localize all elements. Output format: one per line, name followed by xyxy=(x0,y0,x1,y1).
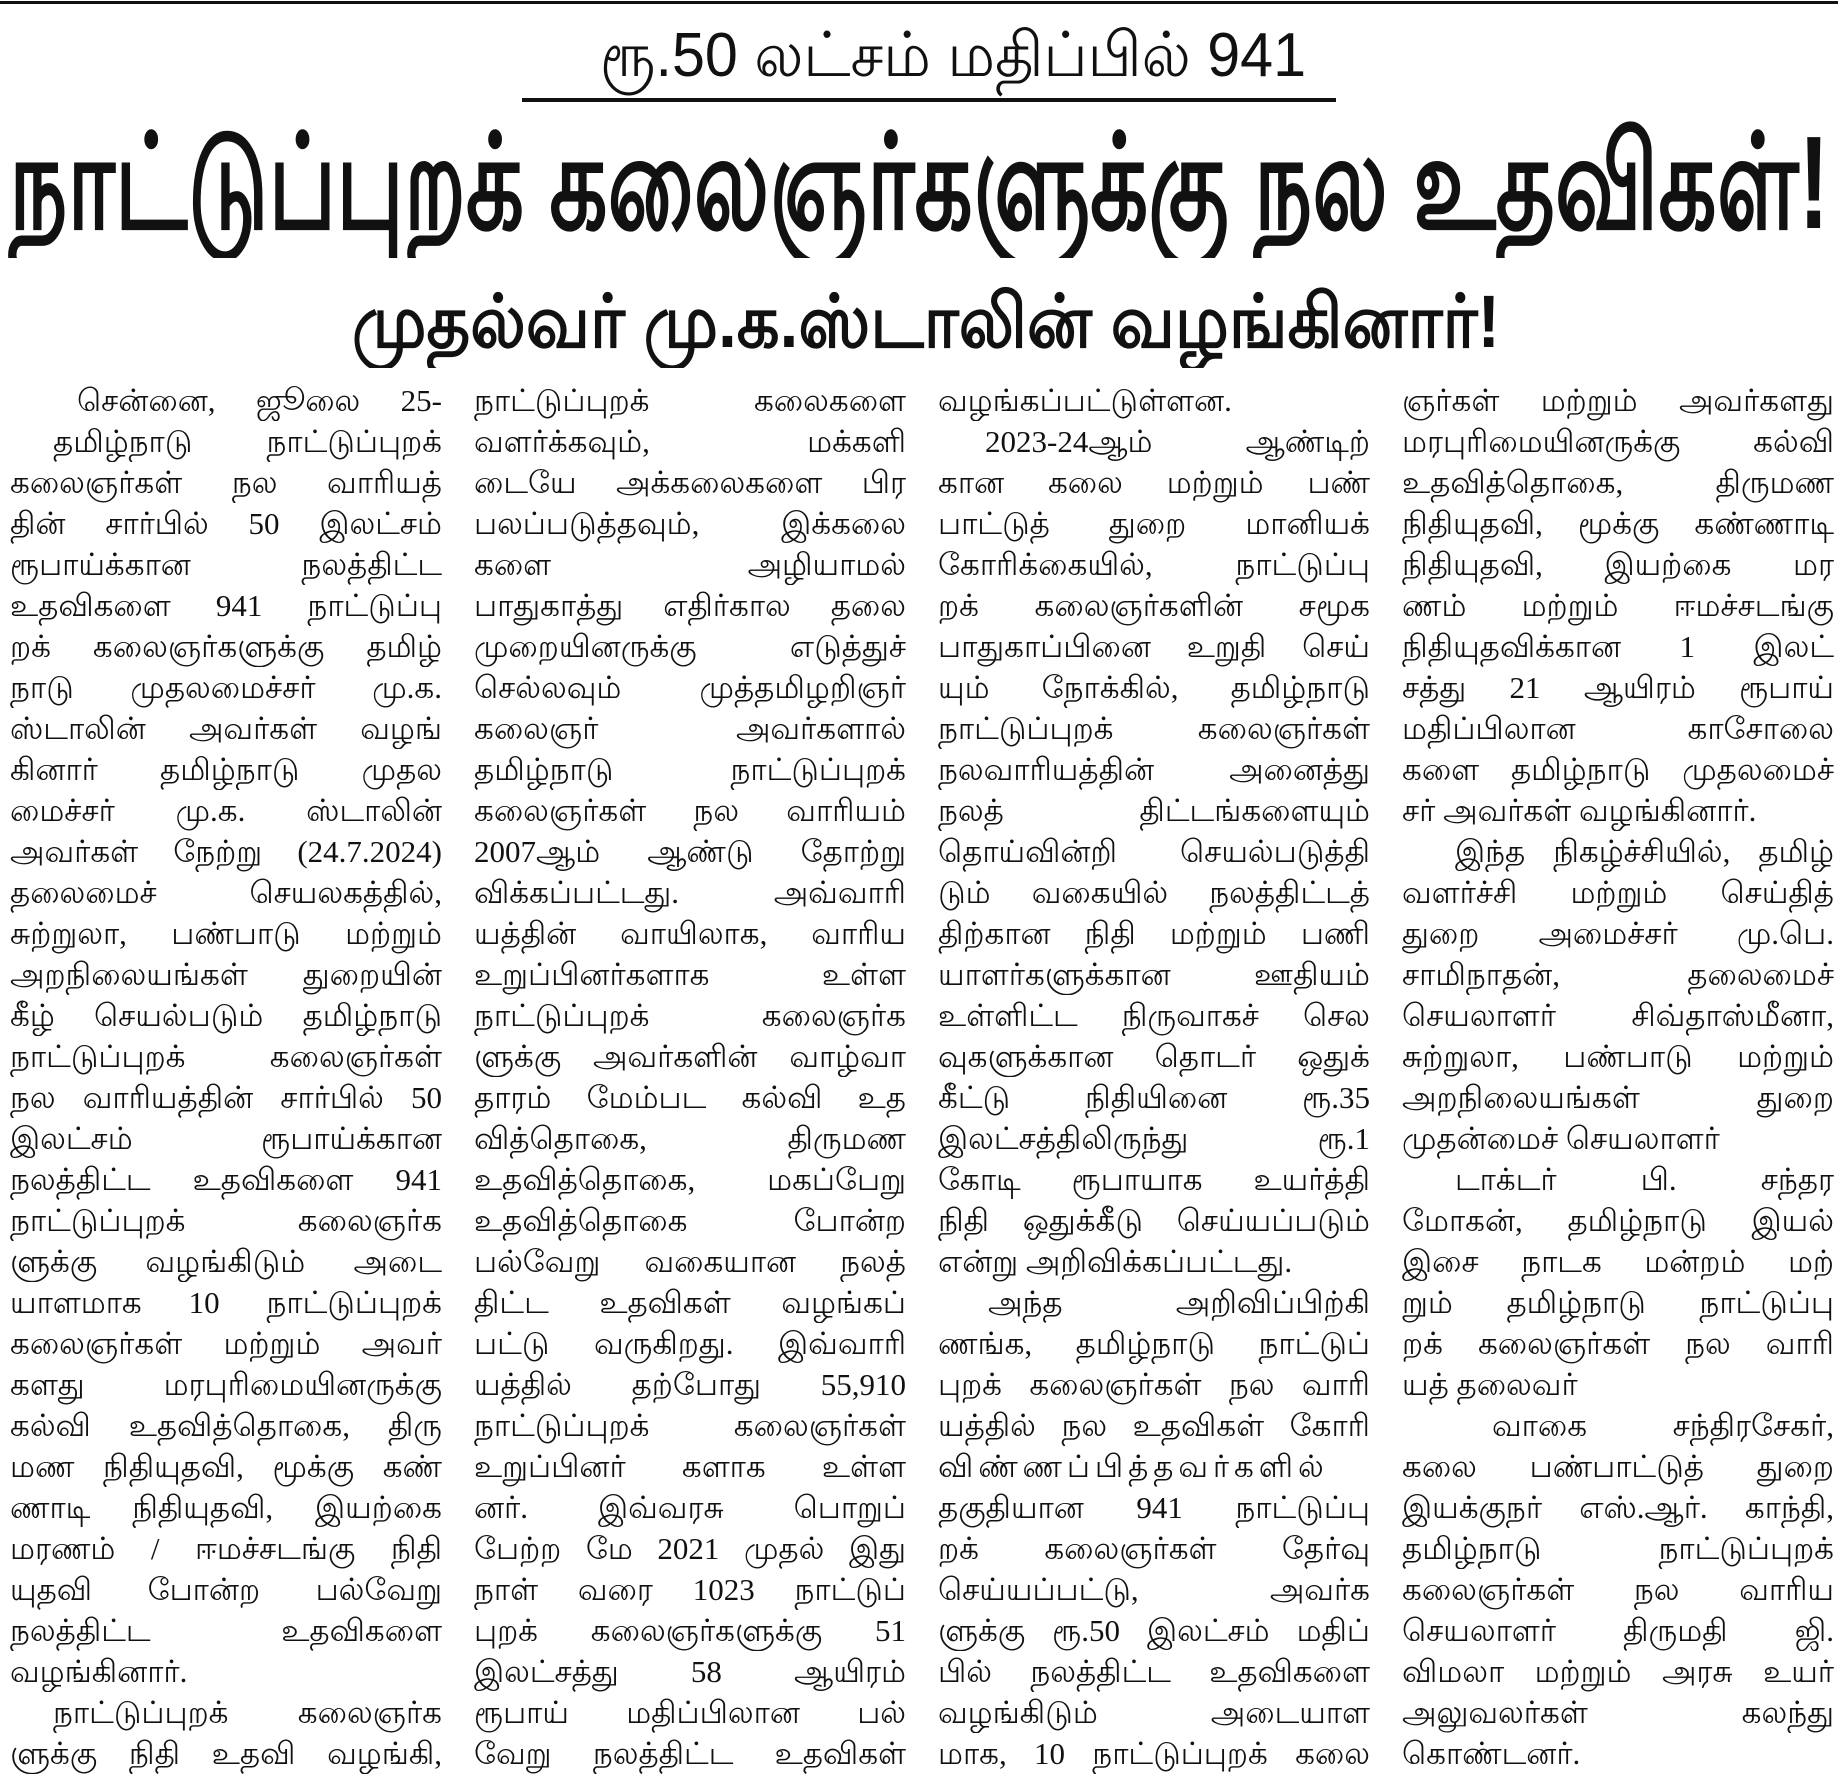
article-text-line: பாதுகாப்பினை உறுதி செய் xyxy=(938,629,1370,664)
article-text-line: செயலாளர் திருமதி ஜி. xyxy=(1402,1613,1834,1648)
article-text-line: சுற்றுலா, பண்பாடு மற்றும் xyxy=(10,916,442,951)
article-text-line: புறக் கலைஞர்கள் நல வாரி xyxy=(938,1367,1370,1402)
article-text-line: செய்யப்பட்டு, அவர்க xyxy=(938,1572,1370,1607)
article-text-line: ளுக்கு அவர்களின் வாழ்வா xyxy=(474,1039,906,1074)
article-text-line: நாட்டுப்புறக் கலைஞர்கள் xyxy=(474,1408,906,1443)
article-text-line: கலை பண்பாட்டுத் துறை xyxy=(1402,1449,1834,1484)
article-text-line: செல்லவும் முத்தமிழறிஞர் xyxy=(474,670,906,705)
article-text-line: உறுப்பினர்களாக உள்ள xyxy=(474,957,906,992)
article-text-line: தமிழ்நாடு நாட்டுப்புறக் xyxy=(1402,1531,1834,1566)
article-text-line: அலுவலர்கள் கலந்து xyxy=(1402,1695,1834,1730)
article-text-line: யாளமாக 10 நாட்டுப்புறக் xyxy=(10,1285,442,1320)
article-text-line: நல வாரியத்தின் சார்பில் 50 xyxy=(10,1080,442,1115)
article-text-line: களை தமிழ்நாடு முதலமைச் xyxy=(1402,752,1834,787)
article-text-line: டும் வகையில் நலத்திட்டத் xyxy=(938,875,1370,910)
article-text-line: யத் தலைவர் xyxy=(1402,1367,1578,1402)
article-column-4 xyxy=(1402,380,1834,1774)
article-text-line: உதவிகளை 941 நாட்டுப்பு xyxy=(10,588,442,623)
article-text-line: இலட்சத்திலிருந்து ரூ.1 xyxy=(938,1121,1370,1156)
headline: நாட்டுப்புறக் கலைஞர்களுக்கு நல உதவிகள்! xyxy=(9,109,1829,256)
article-text-line: நாள் வரை 1023 நாட்டுப் xyxy=(474,1572,906,1607)
article-column-1 xyxy=(10,380,442,1774)
article-text-line: நிதி ஒதுக்கீடு செய்யப்படும் xyxy=(938,1203,1370,1238)
article-text-line: ஸ்டாலின் அவர்கள் வழங் xyxy=(10,711,442,746)
article-column-2 xyxy=(474,380,906,1774)
article-text-line: உதவித்தொகை போன்ற xyxy=(474,1203,906,1238)
article-text-line: திற்கான நிதி மற்றும் பணி xyxy=(938,916,1370,951)
article-text-line: தகுதியான 941 நாட்டுப்பு xyxy=(938,1490,1370,1525)
article-text-line: கோரிக்கையில், நாட்டுப்பு xyxy=(938,547,1370,582)
kicker-box xyxy=(522,14,1336,102)
article-text-line: அறநிலையங்கள் துறை xyxy=(1402,1080,1834,1115)
article-text-line: டையே அக்கலைகளை பிர xyxy=(474,465,906,500)
article-text-line: புறக் கலைஞர்களுக்கு 51 xyxy=(474,1613,906,1648)
article-text-line: சுற்றுலா, பண்பாடு மற்றும் xyxy=(1402,1039,1834,1074)
article-text-line: கலைஞர் அவர்களால் xyxy=(474,711,906,746)
article-text-line: நாட்டுப்புறக் கலைஞர்க xyxy=(53,1695,442,1730)
article-text-line: இசை நாடக மன்றம் மற் xyxy=(1402,1244,1834,1279)
article-text-line: சர் அவர்கள் வழங்கினார். xyxy=(1402,793,1757,828)
article-text-line: நிதியுதவி, இயற்கை மர xyxy=(1402,547,1834,582)
article-text-line: கான கலை மற்றும் பண் xyxy=(938,465,1370,500)
top-rule xyxy=(0,1,1838,4)
article-text-line: உள்ளிட்ட நிருவாகச் செல xyxy=(938,998,1370,1033)
article-text-line: முதன்மைச் செயலாளர் xyxy=(1402,1121,1720,1156)
article-text-line: முறையினருக்கு எடுத்துச் xyxy=(474,629,906,664)
article-text-line: ளுக்கு வழங்கிடும் அடை xyxy=(10,1244,442,1279)
article-text-line: றும் தமிழ்நாடு நாட்டுப்பு xyxy=(1402,1285,1834,1320)
article-text-line: கீழ் செயல்படும் தமிழ்நாடு xyxy=(10,998,442,1033)
article-text-line: மதிப்பிலான காசோலை xyxy=(1402,711,1834,746)
article-text-line: பில் நலத்திட்ட உதவிகளை xyxy=(938,1654,1370,1689)
article-text-line: தொய்வின்றி செயல்படுத்தி xyxy=(938,834,1370,869)
article-text-line: நிதியுதவி, மூக்கு கண்ணாடி xyxy=(1402,506,1834,541)
article-text-line: பலப்படுத்தவும், இக்கலை xyxy=(474,506,906,541)
article-text-line: இலட்சம் ரூபாய்க்கான xyxy=(10,1121,442,1156)
article-text-line: வளர்க்கவும், மக்களி xyxy=(474,424,906,459)
article-text-line: களை அழியாமல் xyxy=(474,547,906,582)
article-text-line: சென்னை, ஜூலை 25- xyxy=(77,383,442,418)
article-text-line: என்று அறிவிக்கப்பட்டது. xyxy=(938,1244,1293,1279)
article-text-line: ணாடி நிதியுதவி, இயற்கை xyxy=(10,1490,442,1525)
article-text-line: நலத் திட்டங்களையும் xyxy=(938,793,1370,828)
article-text-line: யத்தில் நல உதவிகள் கோரி xyxy=(938,1408,1370,1443)
article-text-line: தமிழ்நாடு நாட்டுப்புறக் xyxy=(53,424,442,459)
article-text-line: வேறு நலத்திட்ட உதவிகள் xyxy=(474,1736,906,1771)
article-text-line: றக் கலைஞர்கள் நல வாரி xyxy=(1402,1326,1834,1361)
article-text-line: வழங்கப்பட்டுள்ளன. xyxy=(938,383,1232,418)
article-text-line: அந்த அறிவிப்பிற்கி xyxy=(988,1285,1370,1320)
article-text-line: பாட்டுத் துறை மானியக் xyxy=(938,506,1370,541)
article-text-line: மரணம் / ஈமச்சடங்கு நிதி xyxy=(10,1531,442,1566)
article-text-line: அறநிலையங்கள் துறையின் xyxy=(10,957,442,992)
article-text-line: நாட்டுப்புறக் கலைஞர்கள் xyxy=(938,711,1370,746)
article-text-line: இலட்சத்து 58 ஆயிரம் xyxy=(474,1654,906,1689)
article-text-line: றக் கலைஞர்களுக்கு தமிழ் xyxy=(10,629,442,664)
article-text-line: கலைஞர்கள் நல வாரியம் xyxy=(474,793,906,828)
article-text-line: 2007ஆம் ஆண்டு தோற்று xyxy=(474,834,906,869)
article-text-line: றக் கலைஞர்கள் தேர்வு xyxy=(938,1531,1370,1566)
article-text-line: நாட்டுப்புறக் கலைஞர்கள் xyxy=(10,1039,442,1074)
article-text-line: நாட்டுப்புறக் கலைகளை xyxy=(474,383,906,418)
article-text-line: ளுக்கு ரூ.50 இலட்சம் மதிப் xyxy=(938,1613,1370,1648)
article-text-line: விக்கப்பட்டது. அவ்வாரி xyxy=(474,875,906,910)
article-text-line: யாளர்களுக்கான ஊதியம் xyxy=(938,957,1370,992)
article-text-line: பட்டு வருகிறது. இவ்வாரி xyxy=(474,1326,906,1361)
subheadline: முதல்வர் மு.க.ஸ்டாலின் வழங்கினார்! xyxy=(352,280,1500,363)
article-text-line: கீட்டு நிதியினை ரூ.35 xyxy=(938,1080,1370,1115)
article-text-line: செயலாளர் சிவ்தாஸ்மீனா, xyxy=(1402,998,1834,1033)
article-text-line: ணங்க, தமிழ்நாடு நாட்டுப் xyxy=(938,1326,1370,1361)
article-text-line: வுகளுக்கான தொடர் ஒதுக் xyxy=(938,1039,1370,1074)
article-body xyxy=(0,380,1838,1774)
article-text-line: சாமிநாதன், தலைமைச் xyxy=(1402,957,1834,992)
article-text-line: திட்ட உதவிகள் வழங்கப் xyxy=(474,1285,906,1320)
article-text-line: ஞர்கள் மற்றும் அவர்களது xyxy=(1402,383,1834,418)
article-text-line: நாட்டுப்புறக் கலைஞர்க xyxy=(10,1203,442,1238)
article-text-line: அவர்கள் நேற்று (24.7.2024) xyxy=(10,834,442,869)
article-text-line: விமலா மற்றும் அரசு உயர் xyxy=(1402,1654,1834,1689)
article-text-line: டாக்டர் பி. சந்தர xyxy=(1455,1162,1834,1197)
kicker: ரூ.50 லட்சம் மதிப்பில் 941 xyxy=(600,21,1306,90)
article-text-line: உதவித்தொகை, திருமண xyxy=(1402,465,1834,500)
article-text-line: வழங்கிடும் அடையாள xyxy=(938,1695,1370,1730)
article-text-line: இந்த நிகழ்ச்சியில், தமிழ் xyxy=(1455,834,1834,869)
article-text-line: நலத்திட்ட உதவிகளை xyxy=(10,1613,442,1648)
article-text-line: விண்ணப்பித்தவர்களில் xyxy=(938,1449,1329,1484)
article-text-line: 2023-24ஆம் ஆண்டிற் xyxy=(985,424,1370,459)
article-text-line: ணம் மற்றும் ஈமச்சடங்கு xyxy=(1402,588,1834,623)
article-text-line: ரூபாய்க்கான நலத்திட்ட xyxy=(10,547,442,582)
article-text-line: சத்து 21 ஆயிரம் ரூபாய் xyxy=(1402,670,1834,705)
article-column-3 xyxy=(938,380,1370,1774)
article-text-line: தலைமைச் செயலகத்தில், xyxy=(10,875,442,910)
article-text-line: தின் சார்பில் 50 இலட்சம் xyxy=(10,506,442,541)
article-text-line: மோகன், தமிழ்நாடு இயல் xyxy=(1402,1203,1834,1238)
article-text-line: கலைஞர்கள் நல வாரிய xyxy=(1402,1572,1834,1607)
article-text-line: கலைஞர்கள் நல வாரியத் xyxy=(10,465,442,500)
article-text-line: இயக்குநர் எஸ்.ஆர். காந்தி, xyxy=(1402,1490,1834,1525)
article-text-line: பல்வேறு வகையான நலத் xyxy=(474,1244,906,1279)
article-text-line: நிதியுதவிக்கான 1 இலட் xyxy=(1402,629,1834,664)
article-text-line: மைச்சர் மு.க. ஸ்டாலின் xyxy=(10,793,442,828)
headline-box xyxy=(0,108,1838,258)
article-text-line: துறை அமைச்சர் மு.பெ. xyxy=(1402,916,1834,951)
article-text-line: பேற்ற மே 2021 முதல் இது xyxy=(474,1531,906,1566)
article-text-line: மரபுரிமையினருக்கு கல்வி xyxy=(1402,424,1834,459)
article-text-line: நாட்டுப்புறக் கலைஞர்க xyxy=(474,998,906,1033)
article-text-line: வழங்கினார். xyxy=(10,1654,188,1689)
article-text-line: உதவித்தொகை, மகப்பேறு xyxy=(474,1162,906,1197)
article-text-line: கோடி ரூபாயாக உயர்த்தி xyxy=(938,1162,1370,1197)
article-text-line: ரூபாய் மதிப்பிலான பல் xyxy=(474,1695,906,1730)
article-text-line: னர். இவ்வரசு பொறுப் xyxy=(474,1490,906,1525)
article-text-line: யத்தில் தற்போது 55,910 xyxy=(474,1367,906,1402)
article-text-line: தமிழ்நாடு நாட்டுப்புறக் xyxy=(474,752,906,787)
article-text-line: ளுக்கு நிதி உதவி வழங்கி, xyxy=(10,1736,442,1771)
article-text-line: யும் நோக்கில், தமிழ்நாடு xyxy=(938,670,1370,705)
article-text-line: களது மரபுரிமையினருக்கு xyxy=(10,1367,442,1402)
article-text-line: றக் கலைஞர்களின் சமூக xyxy=(938,588,1370,623)
article-text-line: வித்தொகை, திருமண xyxy=(474,1121,906,1156)
article-text-line: நாடு முதலமைச்சர் மு.க. xyxy=(10,670,442,705)
article-text-line: வளர்ச்சி மற்றும் செய்தித் xyxy=(1402,875,1834,910)
article-text-line: கொண்டனர். xyxy=(1402,1736,1581,1771)
article-text-line: கினார் தமிழ்நாடு முதல xyxy=(10,752,442,787)
article-text-line: தாரம் மேம்பட கல்வி உத xyxy=(474,1080,906,1115)
article-text-line: மாக, 10 நாட்டுப்புறக் கலை xyxy=(938,1736,1370,1771)
article-text-line: பாதுகாத்து எதிர்கால தலை xyxy=(474,588,906,623)
article-text-line: கலைஞர்கள் மற்றும் அவர் xyxy=(10,1326,442,1361)
subheadline-box xyxy=(0,276,1838,368)
article-text-line: நலவாரியத்தின் அனைத்து xyxy=(938,752,1370,787)
article-text-line: யத்தின் வாயிலாக, வாரிய xyxy=(474,916,906,951)
article-text-line: வாகை சந்திரசேகர், xyxy=(1492,1408,1834,1443)
article-text-line: உறுப்பினர் களாக உள்ள xyxy=(474,1449,906,1484)
article-text-line: மண நிதியுதவி, மூக்கு கண் xyxy=(10,1449,442,1484)
article-text-line: நலத்திட்ட உதவிகளை 941 xyxy=(10,1162,442,1197)
article-text-line: யுதவி போன்ற பல்வேறு xyxy=(10,1572,442,1607)
article-text-line: கல்வி உதவித்தொகை, திரு xyxy=(10,1408,442,1443)
